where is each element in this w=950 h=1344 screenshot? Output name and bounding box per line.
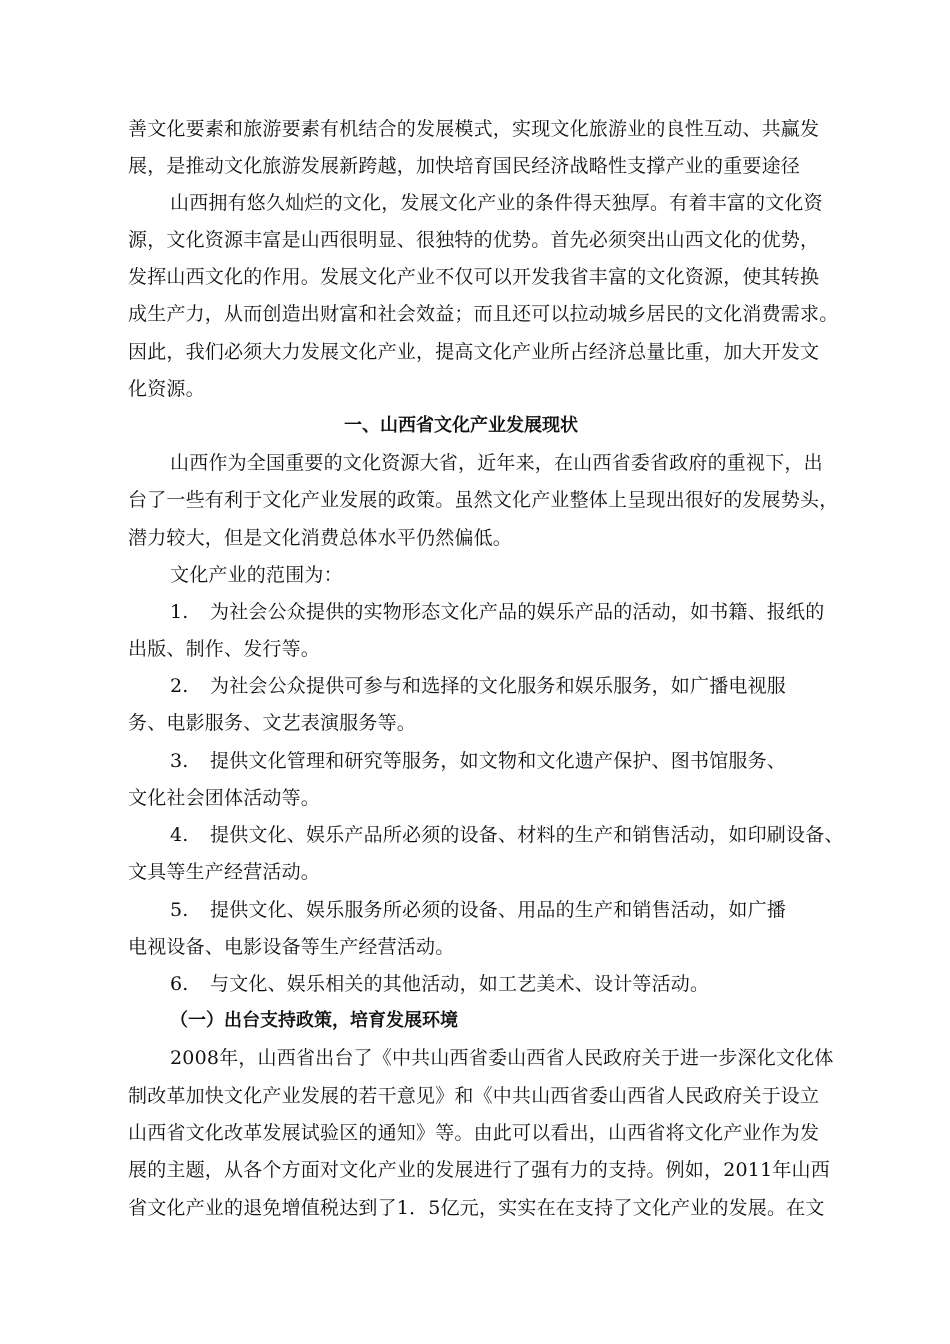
list-item [170, 897, 786, 923]
body-text-line: 源，文化资源丰富是山西很明显、很独特的优势。首先必须突出山西文化的优势， [128, 229, 820, 251]
list-item-number: 6. [170, 973, 189, 995]
body-text-line: 台了一些有利于文化产业发展的政策。虽然文化产业整体上呈现出很好的发展势头， [128, 489, 839, 511]
list-item-text: 提供文化、娱乐产品所必须的设备、材料的生产和销售活动，如印刷设备、 [210, 824, 844, 846]
scope-intro: 文化产业的范围为： [170, 564, 343, 586]
body-text-line: 潜力较大，但是文化消费总体水平仍然偏低。 [128, 527, 513, 549]
list-item [170, 822, 844, 848]
body-text-line: 善文化要素和旅游要素有机结合的发展模式，实现文化旅游业的良性互动、共赢发 [128, 118, 820, 140]
list-item-text: 为社会公众提供可参与和选择的文化服务和娱乐服务，如广播电视服 [210, 675, 787, 697]
list-item [170, 748, 786, 774]
list-item-number: 2. [170, 675, 189, 697]
list-item-text: 提供文化、娱乐服务所必须的设备、用品的生产和销售活动，如广播 [210, 899, 787, 921]
section-heading: 一、山西省文化产业发展现状 [344, 415, 578, 436]
subsection-heading: （一）出台支持政策，培育发展环境 [170, 1010, 458, 1031]
list-item-text: 为社会公众提供的实物形态文化产品的娱乐产品的活动，如书籍、报纸的 [210, 601, 825, 623]
body-text-line: 因此，我们必须大力发展文化产业，提高文化产业所占经济总量比重，加大开发文 [128, 341, 820, 363]
body-text-line: 展，是推动文化旅游发展新跨越，加快培育国民经济战略性支撑产业的重要途径 [128, 155, 801, 177]
body-text-line: 化资源。 [128, 378, 205, 400]
list-item [170, 971, 709, 997]
list-item-number: 4. [170, 824, 189, 846]
list-item-number: 3. [170, 750, 189, 772]
body-text-line: 山西作为全国重要的文化资源大省，近年来，在山西省委省政府的重视下，出 [170, 452, 823, 474]
list-item-continuation: 文具等生产经营活动。 [128, 861, 321, 883]
body-text-line: 成生产力，从而创造出财富和社会效益；而且还可以拉动城乡居民的文化消费需求。 [128, 303, 839, 325]
list-item-text: 提供文化管理和研究等服务，如文物和文化遗产保护、图书馆服务、 [210, 750, 787, 772]
list-item-text: 与文化、娱乐相关的其他活动，如工艺美术、设计等活动。 [210, 973, 710, 995]
list-item-number: 1. [170, 601, 189, 623]
body-text-line: 2008年，山西省出台了《中共山西省委山西省人民政府关于进一步深化文化体 [170, 1047, 834, 1069]
list-item-continuation: 出版、制作、发行等。 [128, 638, 321, 660]
body-text-line: 发挥山西文化的作用。发展文化产业不仅可以开发我省丰富的文化资源，使其转换 [128, 266, 820, 288]
list-item-continuation: 文化社会团体活动等。 [128, 787, 321, 809]
body-text-line: 山西省文化改革发展试验区的通知》等。由此可以看出，山西省将文化产业作为发 [128, 1122, 820, 1144]
list-item-continuation: 务、电影服务、文艺表演服务等。 [128, 712, 417, 734]
body-text-line: 制改革加快文化产业发展的若干意见》和《中共山西省委山西省人民政府关于设立 [128, 1085, 820, 1107]
list-item-continuation: 电视设备、电影设备等生产经营活动。 [128, 936, 455, 958]
body-text-line: 展的主题，从各个方面对文化产业的发展进行了强有力的支持。例如，2011年山西 [128, 1159, 830, 1181]
list-item [170, 673, 786, 699]
list-item-number: 5. [170, 899, 189, 921]
body-text-line: 省文化产业的退免增值税达到了1．5亿元，实实在在支持了文化产业的发展。在文 [128, 1197, 825, 1219]
list-item [170, 599, 824, 625]
body-text-line: 山西拥有悠久灿烂的文化，发展文化产业的条件得天独厚。有着丰富的文化资 [170, 192, 823, 214]
